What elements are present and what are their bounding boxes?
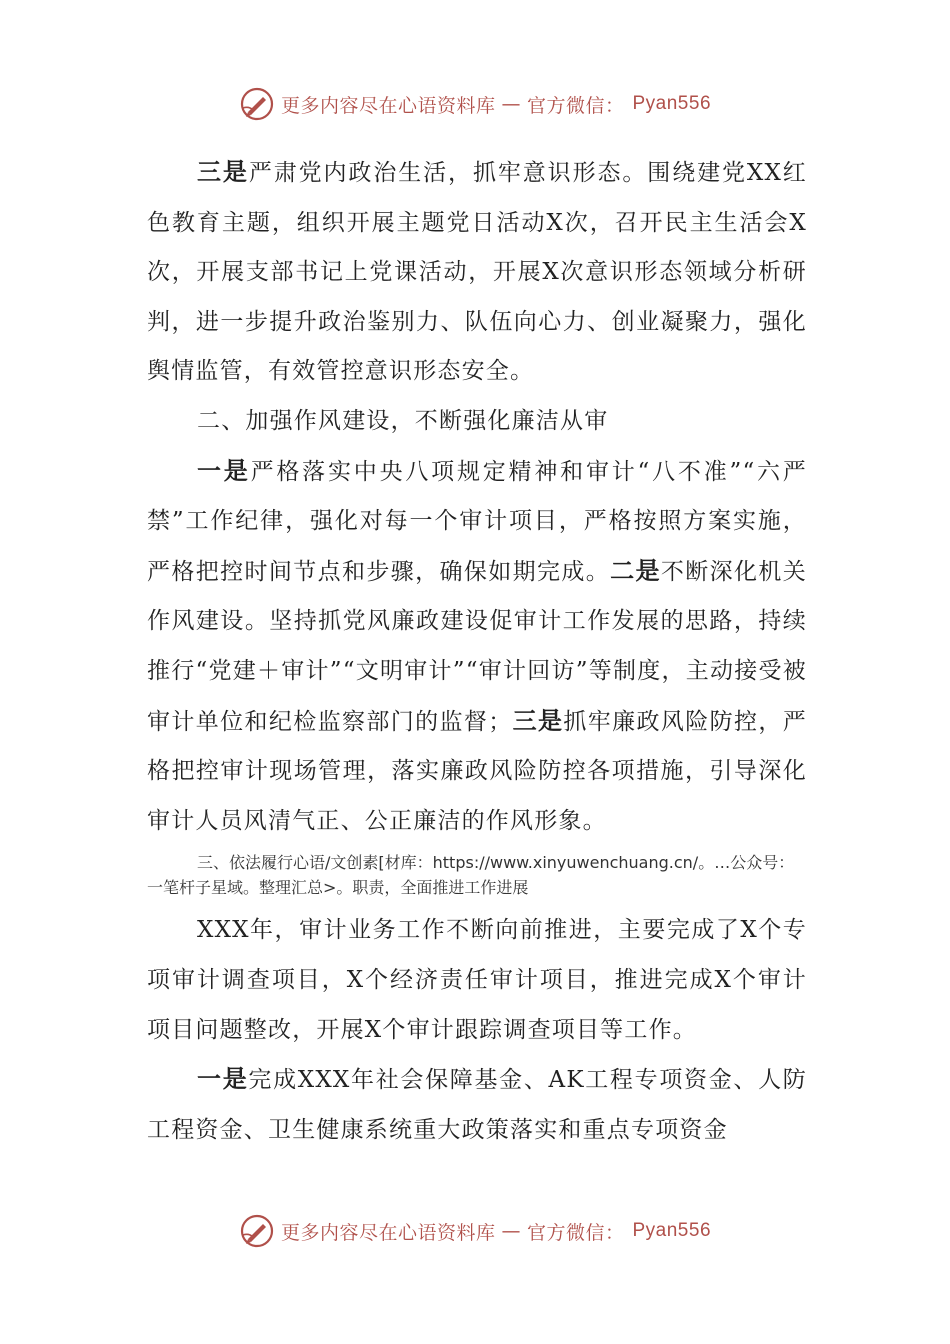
banner-suffix: 官方微信： <box>526 94 625 117</box>
header-banner <box>0 84 950 124</box>
pen-circle-logo-icon <box>239 1213 275 1249</box>
lead-one-is: 一是 <box>197 456 251 485</box>
section-heading-two: 二、加强作风建设，不断强化廉洁从审 <box>197 407 609 434</box>
paragraph-summary: XXX年，审计业务工作不断向前推进，主要完成了X个专项审计调查项目，X个经济责任审计项目，推进完成X个审计项目问题整改，开展X个审计跟踪调查项目等工作。 <box>147 917 807 1043</box>
footer-banner <box>0 1211 950 1251</box>
banner-suffix: 官方微信： <box>526 1221 625 1244</box>
lead-three-is: 三是 <box>512 706 564 735</box>
paragraph-conduct <box>147 447 807 847</box>
banner-text: 更多内容尽在心语资料库 <box>280 94 496 117</box>
paragraph-text: 不断深化机关作风建设。坚持抓党风廉政建设促审计工作发展的思路，持续推行“党建＋审计”“文明审计”“审计回访”等制度，主动接受被审计单位和纪检监察部门的监督； <box>147 558 808 735</box>
document-body <box>147 148 807 1155</box>
paragraph-text: 严肃党内政治生活，抓牢意识形态。围绕建党XX红色教育主题，组织开展主题党日活动X次，召开民主生活会X次，开展支部书记上党课活动，开展X次意识形态领域分析研判，进一步提升政治鉴别力、队伍向心力、创业凝聚力，强化舆情监管，有效管控意识形态安全。 <box>147 160 807 385</box>
banner-handle: Pyan556 <box>632 93 712 114</box>
lead-three-is: 三是 <box>197 158 249 186</box>
banner-text: 更多内容尽在心语资料库 <box>280 1221 496 1244</box>
paragraph-text: 抓牢廉政风险防控，严格把控审计现场管理，落实廉政风险防控各项措施，引导深化审计人员风清气正、公正廉洁的作风形象。 <box>147 708 808 834</box>
banner-dash: — <box>501 1220 521 1242</box>
paragraph-text: 严格落实中央八项规定精神和审计“八不准”“六严禁”工作纪律，强化对每一个审计项目，严格按照方案实施，严格把控时间节点和步骤，确保如期完成。 <box>147 458 807 585</box>
lead-two-is: 二是 <box>610 556 661 585</box>
banner-dash: — <box>501 93 521 115</box>
section-heading-three-note: 三、依法履行心语/文创素[材库：https://www.xinyuwenchuang.cn/。…公众号：一笔杆子星域。整理汇总>。职责，全面推进工作进展 <box>147 853 795 898</box>
banner-handle: Pyan556 <box>632 1220 712 1241</box>
paragraph-one-is-audit <box>147 1055 807 1155</box>
paragraph-text: 完成XXX年社会保障基金、AK工程专项资金、人防工程资金、卫生健康系统重大政策落实和重点专项资金 <box>147 1067 807 1143</box>
paragraph-three-is <box>147 148 807 397</box>
lead-one-is: 一是 <box>197 1065 249 1094</box>
pen-circle-logo-icon <box>239 86 275 122</box>
